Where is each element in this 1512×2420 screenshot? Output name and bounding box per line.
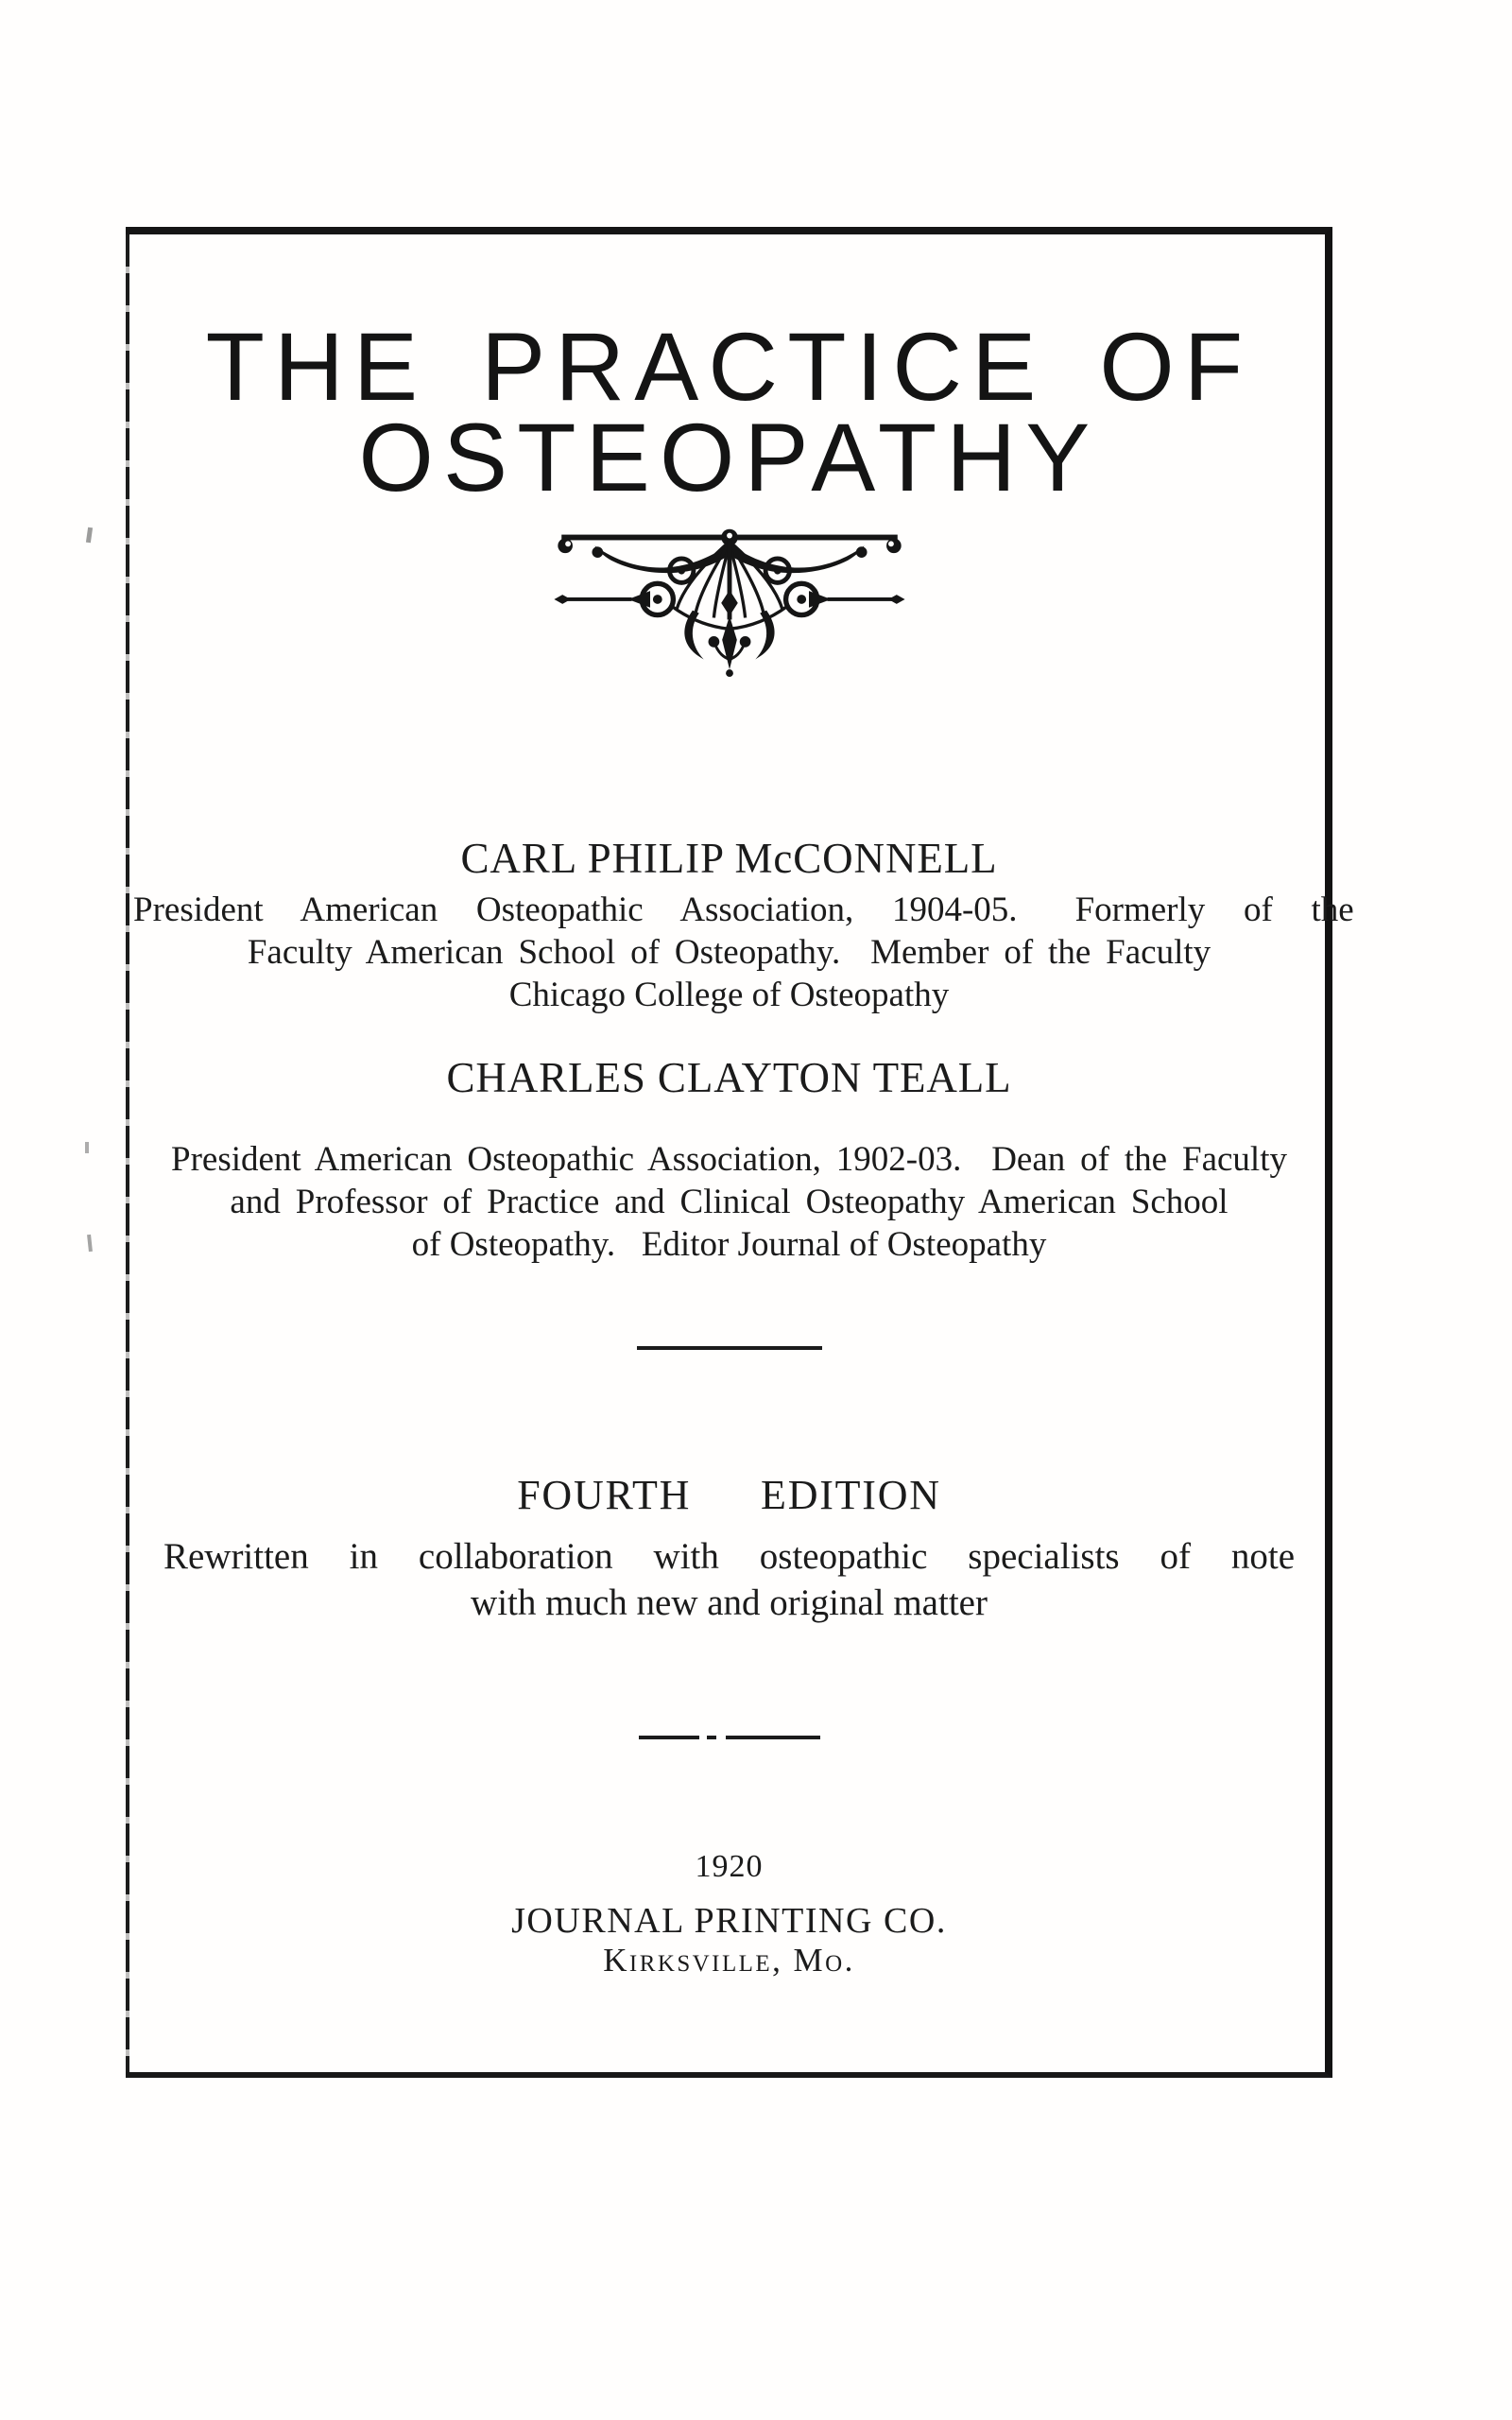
book-title-line-1: THE PRACTICE OF [205, 313, 1253, 421]
page-border-left-rule [126, 234, 129, 2072]
scan-artifact-speck [87, 1235, 93, 1252]
author-2-bio-line-1: President American Osteopathic Association, 1902-03. Dean of the Faculty [171, 1140, 1287, 1179]
author-1-bio-line-1: President American Osteopathic Association, 1904-05. Formerly of the [133, 890, 1354, 929]
author-1-bio [133, 889, 1354, 1016]
ornament-flourish [133, 518, 1325, 682]
edition-note-line-2: with much new and original matter [471, 1582, 988, 1623]
edition-note [133, 1533, 1325, 1626]
author-2-name: CHARLES CLAYTON TEALL [446, 1054, 1012, 1101]
author-1-name: CARL PHILIP McCONNELL [460, 835, 998, 882]
imprint-location: Kirksville, Mo. [603, 1942, 855, 1979]
imprint-publisher: JOURNAL PRINTING CO. [511, 1901, 947, 1941]
book-title-line-2: OSTEOPATHY [358, 404, 1100, 511]
scan-artifact-speck [85, 1142, 89, 1153]
author-2-bio-line-2: and Professor of Practice and Clinical Osteopathy American School [230, 1183, 1228, 1221]
scan-artifact-speck [86, 527, 93, 544]
author-2-bio [133, 1138, 1325, 1266]
author-1-bio-line-3: Chicago College of Osteopathy [508, 976, 950, 1014]
divider-rule [637, 1346, 822, 1350]
author-1-bio-line-2: Faculty American School of Osteopathy. Member of the Faculty [247, 933, 1211, 972]
imprint-year: 1920 [695, 1849, 764, 1884]
edition-heading: FOURTH EDITION [517, 1472, 941, 1518]
author-2-bio-line-3: of Osteopathy. Editor Journal of Osteopathy [411, 1225, 1047, 1264]
edition-note-line-1: Rewritten in collaboration with osteopathic specialists of note [163, 1536, 1296, 1577]
divider-rule-dashed [639, 1736, 820, 1739]
